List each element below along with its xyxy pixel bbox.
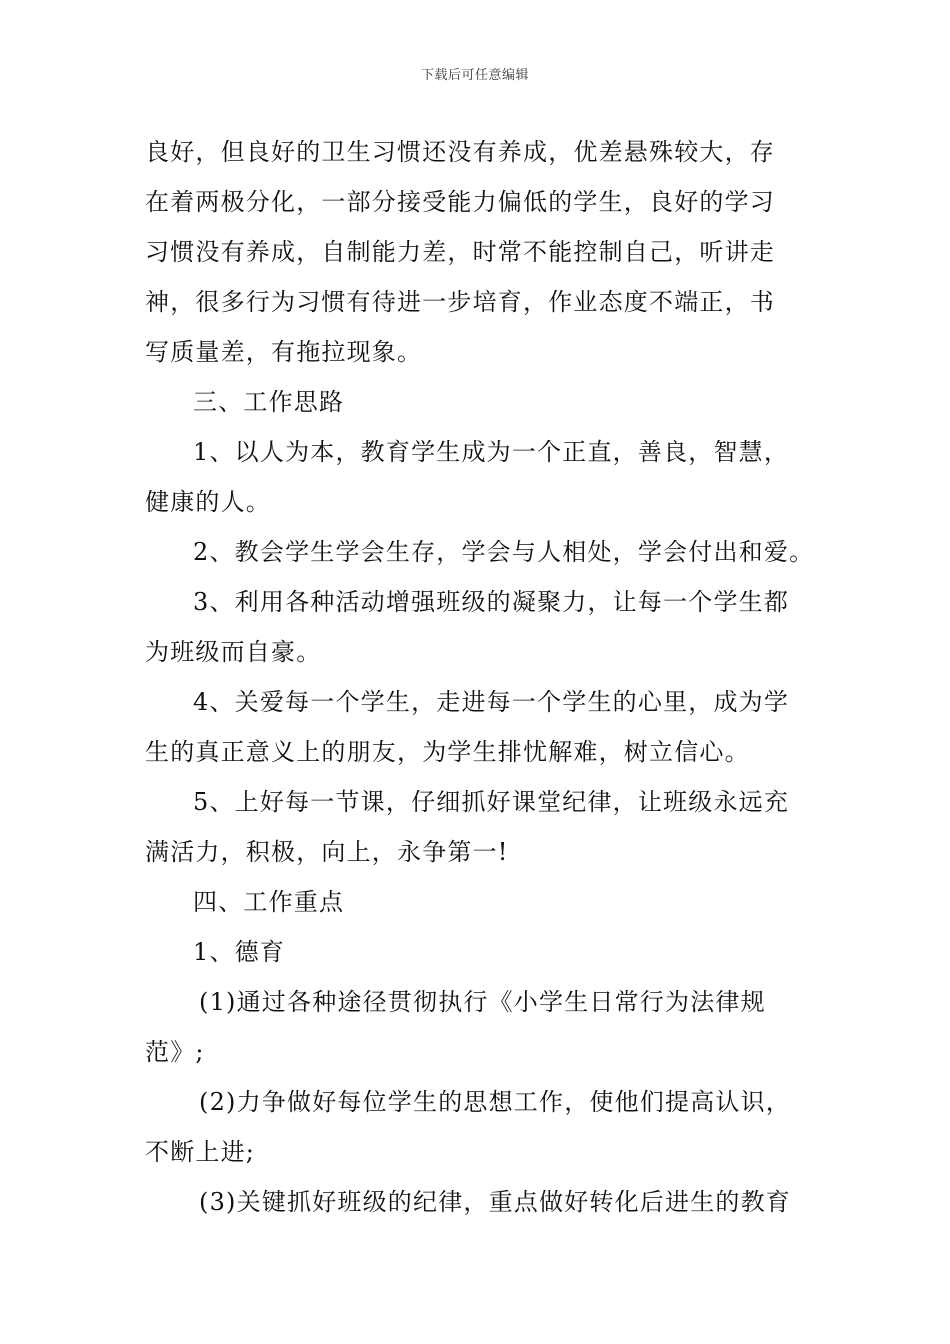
list-item: (3)关键抓好班级的纪律，重点做好转化后进生的教育 [199, 1188, 791, 1216]
section-heading: 四、工作重点 [193, 888, 345, 916]
paragraph-line: 在着两极分化，一部分接受能力偏低的学生，良好的学习 [145, 188, 775, 216]
list-item-continuation: 健康的人。 [145, 488, 271, 516]
paragraph-line: 神，很多行为习惯有待进一步培育，作业态度不端正，书 [145, 288, 775, 316]
document-body [145, 127, 815, 1227]
list-item: 2、教会学生学会生存，学会与人相处，学会付出和爱。 [193, 538, 815, 566]
list-item-continuation: 为班级而自豪。 [145, 638, 322, 666]
section-heading: 三、工作思路 [193, 388, 345, 416]
page-header: 下载后可任意编辑 [420, 68, 529, 83]
list-item: 5、上好每一节课，仔细抓好课堂纪律，让班级永远充 [193, 788, 790, 816]
list-item: (2)力争做好每位学生的思想工作，使他们提高认识， [199, 1088, 791, 1116]
paragraph-line: 良好，但良好的卫生习惯还没有养成，优差悬殊较大，存 [145, 138, 775, 166]
list-item-continuation: 范》; [145, 1038, 205, 1066]
list-item: (1)通过各种途径贯彻执行《小学生日常行为法律规 [199, 988, 766, 1016]
list-item-continuation: 不断上进; [145, 1138, 256, 1166]
paragraph-line: 写质量差，有拖拉现象。 [145, 338, 423, 366]
subsection-heading: 1、德育 [193, 938, 286, 966]
list-item-continuation: 生的真正意义上的朋友，为学生排忧解难，树立信心。 [145, 738, 750, 766]
list-item-continuation: 满活力，积极，向上，永争第一! [145, 838, 509, 866]
list-item: 1、以人为本，教育学生成为一个正直，善良，智慧， [193, 438, 790, 466]
paragraph-line: 习惯没有养成，自制能力差，时常不能控制自己，听讲走 [145, 238, 775, 266]
list-item: 3、利用各种活动增强班级的凝聚力，让每一个学生都 [193, 588, 790, 616]
list-item: 4、关爱每一个学生，走进每一个学生的心里，成为学 [193, 688, 790, 716]
